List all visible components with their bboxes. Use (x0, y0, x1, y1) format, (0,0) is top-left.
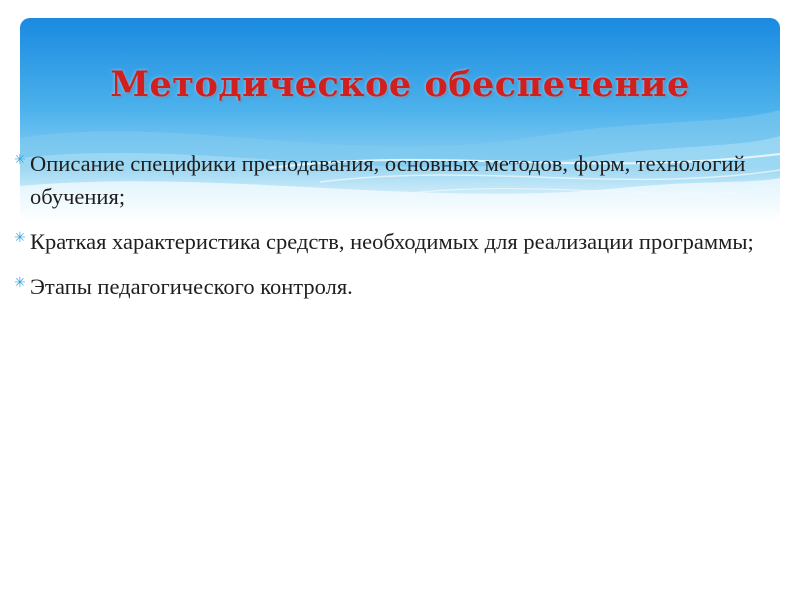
slide-title: Методическое обеспечение (110, 64, 690, 105)
list-item (14, 270, 774, 303)
asterisk-bullet-icon: ✳ (14, 275, 26, 291)
asterisk-bullet-icon: ✳ (14, 230, 26, 246)
list-item (14, 147, 774, 213)
list-item-text: Этапы педагогического контроля. (30, 274, 353, 299)
asterisk-bullet-icon: ✳ (14, 152, 26, 168)
list-item-text: Описание специфики преподавания, основных методов, форм, технологий обучения; (30, 151, 746, 209)
bullet-list (14, 147, 774, 315)
list-item-text: Краткая характеристика средств, необходимых для реализации программы; (30, 229, 754, 254)
list-item (14, 225, 774, 258)
